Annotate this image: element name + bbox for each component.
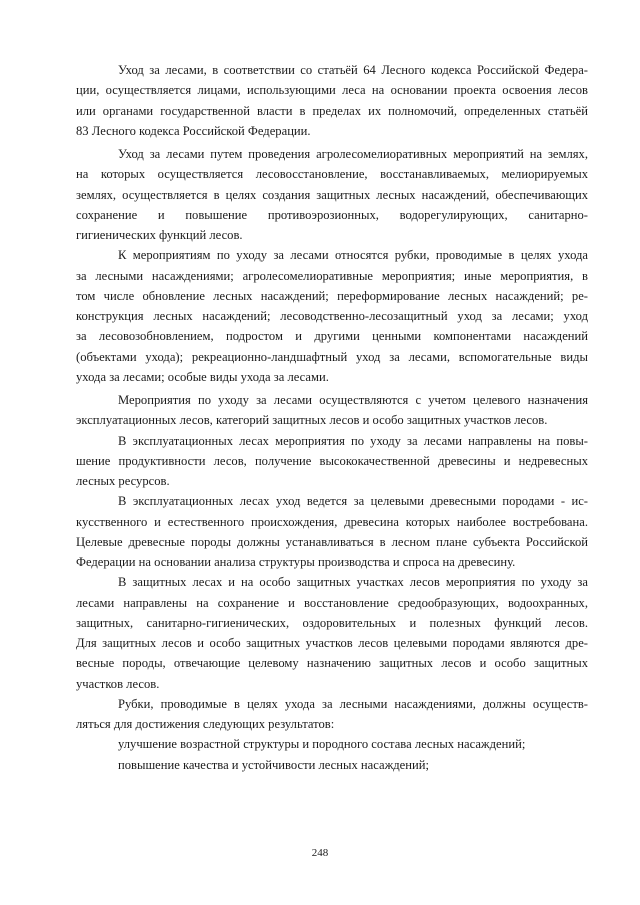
paragraph [76,491,588,572]
text-line: участков лесов. [76,676,160,691]
text-line: конструкция лесных насаждений; лесоводственно-лесозащитный уход за лесами; уход [76,309,588,323]
paragraph [76,60,588,141]
page-number: 248 [311,847,329,859]
text-line: Уход за лесами, в соответствии со статьёй 64 Лесного кодекса Российской Федера- [118,63,588,77]
text-line: сохранение и повышение противоэрозионных, водорегулирующих, санитарно- [76,207,588,222]
text-line: за лесными насаждениями; агролесомелиоративные мероприятия; иные мероприятия, в [76,268,588,283]
text-line: ухода за лесами; особые виды ухода за лесами. [76,369,329,384]
text-line: гигиенических функций лесов. [76,228,243,242]
paragraph [76,431,588,492]
text-line: или органами государственной власти в пределах их полномочий, определенных статьёй [76,103,588,118]
text-line: В защитных лесах и на особо защитных участках лесов мероприятия по уходу за [118,575,588,590]
text-line: ляться для достижения следующих результатов: [76,717,335,731]
text-line: Уход за лесами путем проведения агролесомелиоративных мероприятий на землях, [118,147,588,161]
paragraph [76,734,588,754]
text-line: весные породы, отвечающие целевому назначению защитных лесов и особо защитных [76,656,588,671]
paragraph [76,390,588,431]
text-line: ции, осуществляется лицами, использующими леса на основании проекта освоения лесов [76,83,588,98]
text-line: Целевые древесные породы должны устанавливаться в лесном плане субъекта Российской [76,534,588,549]
text-line: лесами направлены на сохранение и восстановление средообразующих, водоохранных, [76,595,588,610]
text-line: землях, осуществляется в целях создания защитных лесных насаждений, обеспечивающих [76,187,588,202]
document-body [76,60,588,775]
paragraph [76,144,588,245]
text-line: Рубки, проводимые в целях ухода за лесными насаждениями, должны осуществ- [118,696,588,711]
paragraph [76,572,588,694]
text-line: эксплуатационных лесов, категорий защитных лесов и особо защитных участков лесов. [76,413,548,428]
text-line: Федерации на основании анализа структуры производства и спроса на древесину. [76,555,516,569]
text-line: лесных ресурсов. [76,474,170,488]
paragraph [76,755,588,775]
text-line: том числе обновление лесных насаждений; переформирование лесных насаждений; ре- [76,288,588,303]
text-line: В эксплуатационных лесах уход ведется за целевыми древесными породами - ис- [118,494,588,509]
text-line: В эксплуатационных лесах мероприятия по уходу за лесами направлены на повы- [118,433,588,448]
text-line: за лесовозобновлением, подростом и другими ценными компонентами насаждений [76,329,588,344]
text-line: защитных, санитарно-гигиенических, оздоровительных и полезных функций лесов. [76,615,588,630]
text-line: Мероприятия по уходу за лесами осуществляются с учетом целевого назначения [118,393,588,407]
text-line: повышение качества и устойчивости лесных насаждений; [118,757,429,772]
paragraph [76,245,588,387]
paragraph [76,694,588,735]
text-line: Для защитных лесов и особо защитных участков лесов целевыми породами являются дре- [76,636,588,650]
text-line: улучшение возрастной структуры и породного состава лесных насаждений; [118,737,526,752]
text-line: кусственного и естественного происхождения, древесина которых наиболее востребована. [76,514,588,529]
text-line: на которых осуществляется лесовосстановление, восстанавливаемых, мелиорируемых [76,167,588,182]
text-line: К мероприятиям по уходу за лесами относятся рубки, проводимые в целях ухода [118,248,588,263]
text-line: (объектами ухода); рекреационно-ландшафтный уход за лесами, вспомогательные виды [76,349,588,364]
text-line: 83 Лесного кодекса Российской Федерации. [76,123,311,138]
text-line: шение продуктивности лесов, получение высококачественной древесины и недревесных [76,453,588,468]
